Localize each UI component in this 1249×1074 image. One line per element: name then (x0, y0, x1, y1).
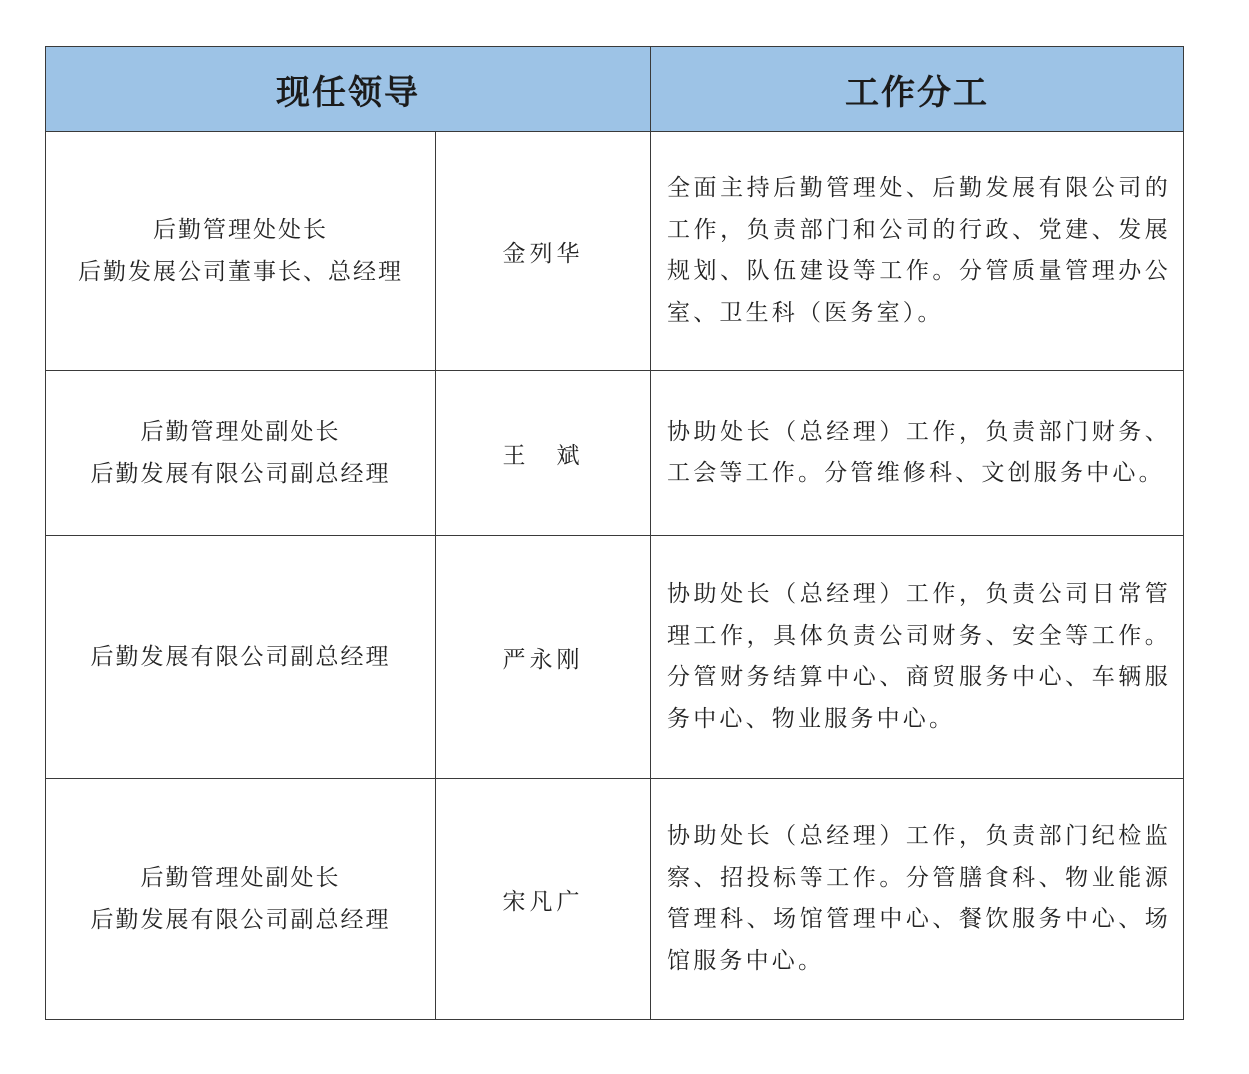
leadership-table (45, 46, 1184, 1020)
leader-duty: 全面主持后勤管理处、后勤发展有限公司的工作，负责部门和公司的行政、党建、发展规划、队伍建设等工作。分管质量管理办公室、卫生科（医务室）。 (651, 132, 1184, 371)
leader-duty: 协助处长（总经理）工作，负责公司日常管理工作，具体负责公司财务、安全等工作。分管财务结算中心、商贸服务中心、车辆服务中心、物业服务中心。 (651, 536, 1184, 779)
header-work-division: 工作分工 (651, 47, 1184, 132)
leader-name: 王 斌 (436, 371, 651, 536)
header-current-leaders: 现任领导 (46, 47, 651, 132)
leader-name: 宋凡广 (436, 779, 651, 1020)
leader-duty: 协助处长（总经理）工作，负责部门纪检监察、招投标等工作。分管膳食科、物业能源管理科、场馆管理中心、餐饮服务中心、场馆服务中心。 (651, 779, 1184, 1020)
leader-position (46, 132, 436, 371)
leader-duty: 协助处长（总经理）工作，负责部门财务、工会等工作。分管维修科、文创服务中心。 (651, 371, 1184, 536)
position-line: 后勤发展公司董事长、总经理 (78, 259, 403, 285)
leader-position (46, 536, 436, 779)
leader-name: 金列华 (436, 132, 651, 371)
table-header-row (46, 47, 1184, 132)
position-line: 后勤发展有限公司副总经理 (90, 461, 391, 487)
table-row (46, 536, 1184, 779)
leader-name: 严永刚 (436, 536, 651, 779)
position-line: 后勤管理处副处长 (140, 419, 341, 445)
position-line: 后勤管理处处长 (153, 217, 328, 243)
table-row (46, 371, 1184, 536)
position-line: 后勤管理处副处长 (140, 865, 341, 891)
leader-position (46, 371, 436, 536)
position-line: 后勤发展有限公司副总经理 (90, 907, 391, 933)
table-row (46, 132, 1184, 371)
leader-position (46, 779, 436, 1020)
position-line: 后勤发展有限公司副总经理 (90, 644, 391, 670)
table-row (46, 779, 1184, 1020)
